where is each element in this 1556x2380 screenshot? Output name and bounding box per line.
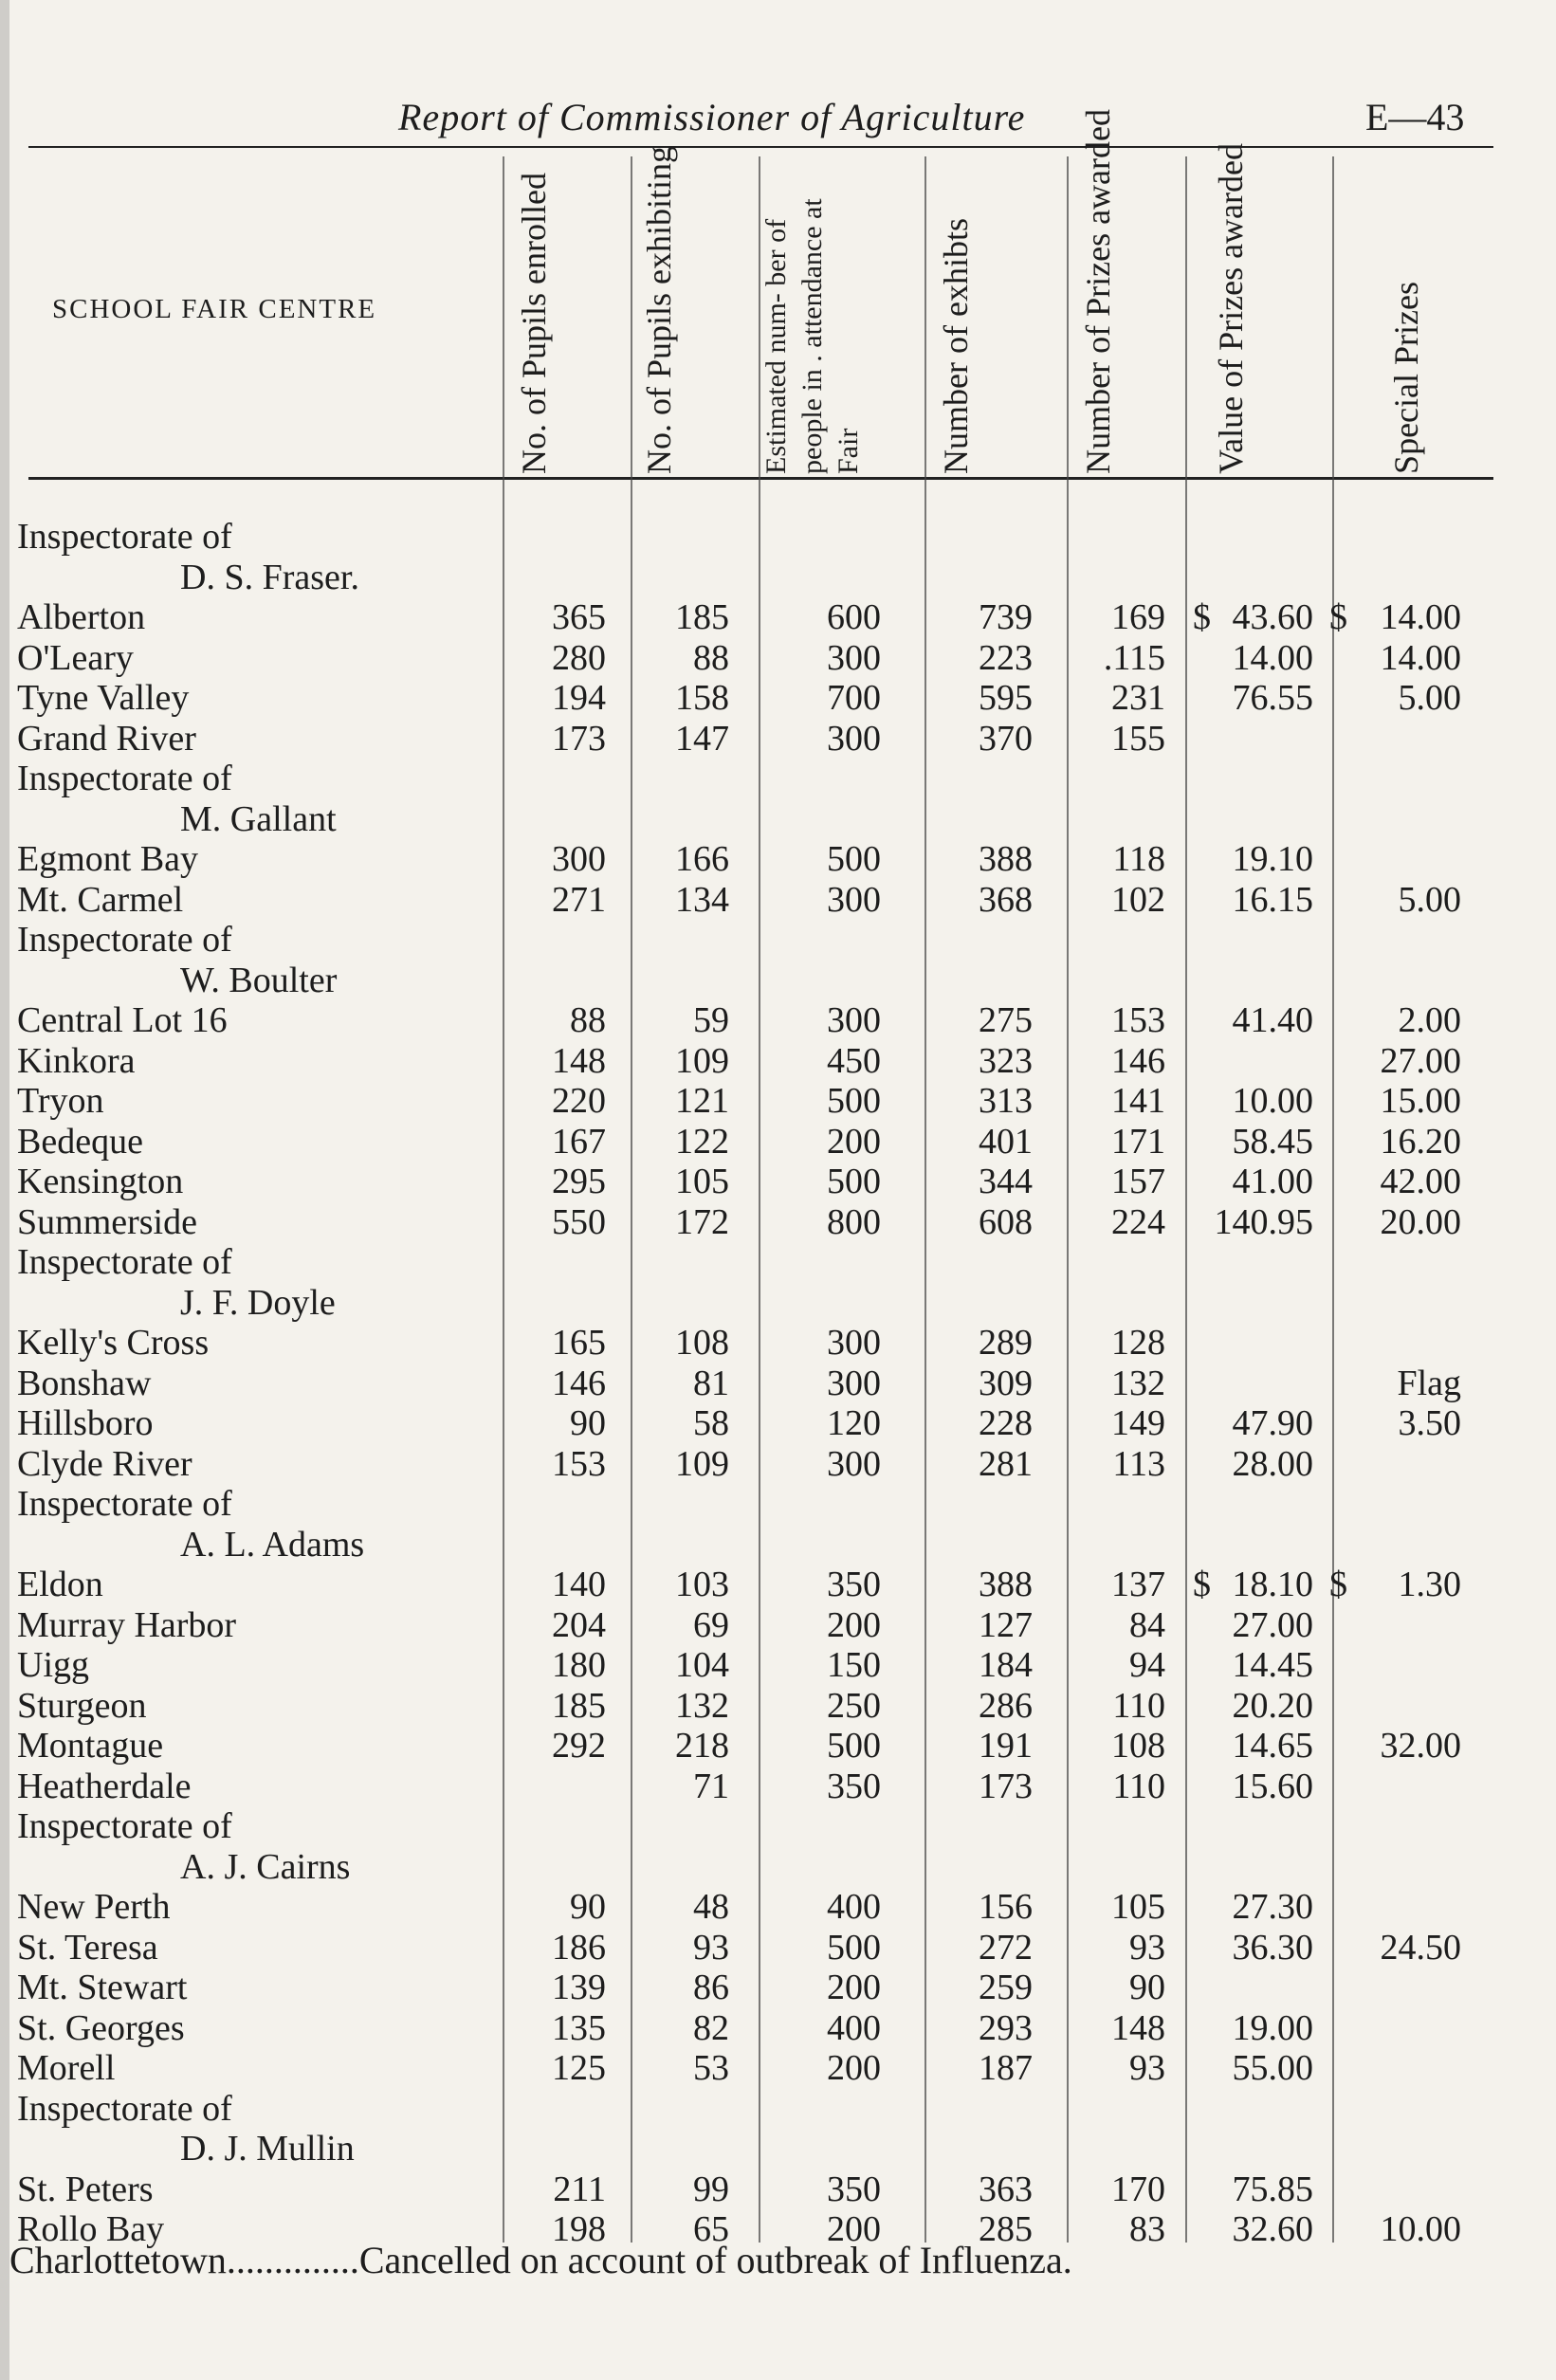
cell-enrolled: 211 bbox=[553, 2169, 606, 2209]
cell-prizes: 224 bbox=[1111, 1201, 1165, 1242]
cell-enrolled: 271 bbox=[552, 879, 606, 920]
report-title: Report of Commissioner of Agriculture bbox=[398, 96, 1026, 138]
cell-special: 27.00 bbox=[1380, 1040, 1461, 1081]
row-label: Kensington bbox=[17, 1162, 184, 1201]
row-label: W. Boulter bbox=[180, 960, 338, 1000]
cell-special: 42.00 bbox=[1380, 1162, 1461, 1201]
cell-special: 15.00 bbox=[1380, 1081, 1461, 1121]
row-label: St. Georges bbox=[17, 2007, 185, 2048]
row-label: Eldon bbox=[17, 1565, 103, 1604]
cell-attendance: 120 bbox=[827, 1403, 881, 1443]
cell-enrolled: 140 bbox=[552, 1565, 606, 1604]
table-footnote: Charlottetown..............Cancelled on account of outbreak of Influenza. bbox=[9, 2239, 1072, 2281]
cell-value: 76.55 bbox=[1232, 678, 1313, 718]
column-header-attendance: Estimated num- ber of people in . attendance at Fair bbox=[760, 198, 864, 474]
table-row bbox=[0, 1081, 1556, 1122]
table-row bbox=[0, 1928, 1556, 1968]
cell-prizes: 118 bbox=[1112, 839, 1165, 879]
currency-symbol: $ bbox=[1193, 1565, 1211, 1604]
row-label: Tyne Valley bbox=[17, 678, 190, 718]
row-label: Inspectorate of bbox=[17, 2088, 232, 2129]
inspectorate-heading bbox=[0, 2089, 1556, 2130]
cell-special: 32.00 bbox=[1380, 1726, 1461, 1766]
cell-enrolled: 295 bbox=[552, 1162, 606, 1201]
cell-prizes: 128 bbox=[1111, 1323, 1165, 1363]
cell-value: 27.00 bbox=[1232, 1604, 1313, 1645]
row-label: Kelly's Cross bbox=[17, 1323, 210, 1363]
table-row bbox=[0, 1403, 1556, 1444]
cell-exhibits: 228 bbox=[979, 1403, 1033, 1443]
cell-exhibiting: 109 bbox=[675, 1040, 729, 1081]
cell-prizes: 108 bbox=[1111, 1726, 1165, 1766]
row-label: Uigg bbox=[17, 1645, 89, 1685]
cell-attendance: 500 bbox=[827, 1927, 881, 1968]
table-row bbox=[0, 1968, 1556, 2008]
table-row bbox=[0, 1162, 1556, 1202]
cell-enrolled: 220 bbox=[552, 1081, 606, 1121]
cell-value: 41.00 bbox=[1232, 1162, 1313, 1201]
cell-exhibits: 313 bbox=[979, 1081, 1033, 1121]
row-label: Hillsboro bbox=[17, 1403, 154, 1443]
cell-exhibiting: 122 bbox=[675, 1121, 729, 1162]
cell-value: 43.60 bbox=[1232, 597, 1313, 637]
cell-prizes: 110 bbox=[1112, 1685, 1165, 1726]
table-row bbox=[0, 1887, 1556, 1928]
cell-exhibits: 401 bbox=[979, 1121, 1033, 1162]
cell-attendance: 150 bbox=[827, 1645, 881, 1685]
cell-exhibits: 388 bbox=[979, 1565, 1033, 1604]
table-row bbox=[0, 1122, 1556, 1163]
cell-prizes: 141 bbox=[1111, 1081, 1165, 1121]
cell-value: 41.40 bbox=[1232, 1000, 1313, 1040]
cell-value: 16.15 bbox=[1232, 879, 1313, 920]
cell-special: 14.00 bbox=[1380, 597, 1461, 637]
table-row bbox=[0, 678, 1556, 719]
cell-special: 5.00 bbox=[1398, 678, 1461, 718]
cell-enrolled: 180 bbox=[552, 1645, 606, 1685]
cell-exhibits: 323 bbox=[979, 1040, 1033, 1081]
column-header-exhibiting: No. of Pupils exhibiting bbox=[640, 145, 678, 474]
cell-prizes: 170 bbox=[1111, 2169, 1165, 2209]
cell-exhibiting: 105 bbox=[675, 1162, 729, 1201]
cell-attendance: 500 bbox=[827, 1162, 881, 1201]
cell-prizes: 231 bbox=[1111, 678, 1165, 718]
cell-value: 14.00 bbox=[1232, 637, 1313, 678]
inspectorate-heading bbox=[0, 1242, 1556, 1283]
cell-value: 55.00 bbox=[1232, 2048, 1313, 2088]
row-label: Sturgeon bbox=[17, 1685, 147, 1726]
column-header-prizes-number: Number of Prizes awarded bbox=[1079, 109, 1117, 474]
cell-value: 19.00 bbox=[1232, 2007, 1313, 2048]
cell-enrolled: 135 bbox=[552, 2007, 606, 2048]
cell-exhibiting: 147 bbox=[675, 718, 729, 759]
row-label: Heatherdale bbox=[17, 1766, 192, 1806]
cell-enrolled: 90 bbox=[570, 1887, 606, 1927]
cell-exhibits: 275 bbox=[979, 1000, 1033, 1040]
table-row bbox=[0, 1726, 1556, 1767]
cell-value: 10.00 bbox=[1232, 1081, 1313, 1121]
row-label: Inspectorate of bbox=[17, 1242, 232, 1282]
column-header-enrolled: No. of Pupils enrolled bbox=[515, 173, 553, 474]
cell-enrolled: 292 bbox=[552, 1726, 606, 1766]
row-label: Inspectorate of bbox=[17, 1806, 232, 1846]
row-label: Montague bbox=[17, 1726, 164, 1766]
row-label: Bedeque bbox=[17, 1121, 143, 1162]
cell-enrolled: 148 bbox=[552, 1040, 606, 1081]
cell-exhibits: 223 bbox=[979, 637, 1033, 678]
cell-value: 27.30 bbox=[1232, 1887, 1313, 1927]
table-row bbox=[0, 1767, 1556, 1807]
currency-symbol: $ bbox=[1193, 597, 1211, 637]
cell-value: 14.45 bbox=[1232, 1645, 1313, 1685]
cell-attendance: 400 bbox=[827, 2007, 881, 2048]
table-body bbox=[0, 517, 1556, 2250]
cell-exhibiting: 172 bbox=[675, 1201, 729, 1242]
cell-prizes: 155 bbox=[1111, 718, 1165, 759]
cell-exhibits: 184 bbox=[979, 1645, 1033, 1685]
row-label: A. J. Cairns bbox=[180, 1846, 351, 1887]
cell-value: 140.95 bbox=[1214, 1201, 1313, 1242]
cell-attendance: 500 bbox=[827, 1081, 881, 1121]
cell-attendance: 300 bbox=[827, 1443, 881, 1484]
cell-attendance: 200 bbox=[827, 2209, 881, 2249]
cell-exhibiting: 185 bbox=[675, 597, 729, 637]
row-label: Summerside bbox=[17, 1201, 197, 1242]
row-label: Kinkora bbox=[17, 1040, 136, 1081]
cell-enrolled: 280 bbox=[552, 637, 606, 678]
row-label: Inspectorate of bbox=[17, 517, 232, 557]
row-label: Central Lot 16 bbox=[17, 1000, 228, 1040]
table-row bbox=[0, 880, 1556, 921]
cell-attendance: 400 bbox=[827, 1887, 881, 1927]
cell-attendance: 300 bbox=[827, 637, 881, 678]
row-label: Inspectorate of bbox=[17, 920, 232, 960]
cell-exhibits: 739 bbox=[979, 597, 1033, 637]
cell-exhibits: 309 bbox=[979, 1363, 1033, 1403]
cell-attendance: 200 bbox=[827, 2048, 881, 2088]
cell-exhibits: 272 bbox=[979, 1927, 1033, 1968]
row-label: Clyde River bbox=[17, 1443, 192, 1484]
cell-exhibits: 191 bbox=[979, 1726, 1033, 1766]
inspectorate-heading bbox=[0, 1484, 1556, 1525]
cell-attendance: 200 bbox=[827, 1604, 881, 1645]
cell-value: 75.85 bbox=[1232, 2169, 1313, 2209]
column-header-rule bbox=[28, 477, 1493, 480]
row-label: J. F. Doyle bbox=[180, 1282, 336, 1323]
inspectorate-heading bbox=[0, 759, 1556, 799]
row-label: D. J. Mullin bbox=[180, 2129, 355, 2169]
cell-value: 28.00 bbox=[1232, 1443, 1313, 1484]
row-label: Murray Harbor bbox=[17, 1604, 237, 1645]
cell-enrolled: 365 bbox=[552, 597, 606, 637]
row-label: Alberton bbox=[17, 597, 146, 637]
cell-prizes: 84 bbox=[1129, 1604, 1165, 1645]
row-label: Rollo Bay bbox=[17, 2209, 165, 2249]
cell-exhibiting: 81 bbox=[693, 1363, 729, 1403]
cell-exhibiting: 86 bbox=[693, 1968, 729, 2007]
cell-attendance: 500 bbox=[827, 839, 881, 879]
cell-value: 14.65 bbox=[1232, 1726, 1313, 1766]
column-header-exhibits: Number of exhibts bbox=[937, 218, 975, 474]
table-row bbox=[0, 2048, 1556, 2089]
cell-prizes: 94 bbox=[1129, 1645, 1165, 1685]
cell-special: Flag bbox=[1397, 1363, 1461, 1403]
cell-exhibits: 289 bbox=[979, 1323, 1033, 1363]
header-rule bbox=[28, 146, 1493, 148]
cell-attendance: 200 bbox=[827, 1968, 881, 2007]
cell-attendance: 600 bbox=[827, 597, 881, 637]
row-label: Mt. Carmel bbox=[17, 879, 184, 920]
cell-prizes: 93 bbox=[1129, 2048, 1165, 2088]
row-label: Mt. Stewart bbox=[17, 1968, 188, 2007]
cell-enrolled: 153 bbox=[552, 1443, 606, 1484]
cell-attendance: 300 bbox=[827, 1363, 881, 1403]
inspectorate-heading bbox=[0, 517, 1556, 558]
cell-attendance: 300 bbox=[827, 1323, 881, 1363]
cell-exhibiting: 69 bbox=[693, 1604, 729, 1645]
row-label: St. Teresa bbox=[17, 1927, 158, 1968]
cell-prizes: 113 bbox=[1112, 1443, 1165, 1484]
row-label: Tryon bbox=[17, 1081, 104, 1121]
inspector-name bbox=[0, 1847, 1556, 1888]
cell-attendance: 800 bbox=[827, 1201, 881, 1242]
cell-exhibits: 595 bbox=[979, 678, 1033, 718]
cell-exhibits: 259 bbox=[979, 1968, 1033, 2007]
cell-exhibiting: 166 bbox=[675, 839, 729, 879]
cell-attendance: 350 bbox=[827, 1766, 881, 1806]
cell-enrolled: 125 bbox=[552, 2048, 606, 2088]
cell-enrolled: 204 bbox=[552, 1604, 606, 1645]
cell-exhibiting: 134 bbox=[675, 879, 729, 920]
cell-prizes: 171 bbox=[1111, 1121, 1165, 1162]
table-row bbox=[0, 597, 1556, 638]
inspectorate-heading bbox=[0, 920, 1556, 961]
cell-value: 20.20 bbox=[1232, 1685, 1313, 1726]
cell-special: 24.50 bbox=[1380, 1927, 1461, 1968]
cell-exhibiting: 58 bbox=[693, 1403, 729, 1443]
column-header-prizes-value: Value of Prizes awarded bbox=[1212, 143, 1250, 474]
cell-special: 3.50 bbox=[1398, 1403, 1461, 1443]
row-label: Inspectorate of bbox=[17, 1484, 232, 1524]
cell-prizes: 153 bbox=[1111, 1000, 1165, 1040]
cell-enrolled: 173 bbox=[552, 718, 606, 759]
cell-prizes: 110 bbox=[1112, 1766, 1165, 1806]
cell-special: 10.00 bbox=[1380, 2209, 1461, 2249]
cell-exhibiting: 103 bbox=[675, 1565, 729, 1604]
page-number: E—43 bbox=[1365, 96, 1465, 138]
cell-prizes: 169 bbox=[1111, 597, 1165, 637]
cell-prizes: 105 bbox=[1111, 1887, 1165, 1927]
table-row bbox=[0, 1645, 1556, 1686]
table-row bbox=[0, 1364, 1556, 1404]
cell-exhibiting: 93 bbox=[693, 1927, 729, 1968]
cell-value: 58.45 bbox=[1232, 1121, 1313, 1162]
cell-attendance: 300 bbox=[827, 879, 881, 920]
cell-attendance: 300 bbox=[827, 1000, 881, 1040]
cell-exhibiting: 59 bbox=[693, 1000, 729, 1040]
cell-value: 15.60 bbox=[1232, 1766, 1313, 1806]
table-row bbox=[0, 1444, 1556, 1485]
currency-symbol: $ bbox=[1329, 597, 1347, 637]
cell-prizes: 149 bbox=[1111, 1403, 1165, 1443]
cell-attendance: 500 bbox=[827, 1726, 881, 1766]
cell-value: 32.60 bbox=[1232, 2209, 1313, 2249]
cell-exhibits: 344 bbox=[979, 1162, 1033, 1201]
cell-enrolled: 198 bbox=[552, 2209, 606, 2249]
cell-prizes: 137 bbox=[1111, 1565, 1165, 1604]
cell-enrolled: 185 bbox=[552, 1685, 606, 1726]
column-header-special: Special Prizes bbox=[1387, 282, 1425, 474]
cell-exhibiting: 71 bbox=[693, 1766, 729, 1806]
table-row bbox=[0, 1323, 1556, 1364]
row-label: Bonshaw bbox=[17, 1363, 152, 1403]
cell-attendance: 300 bbox=[827, 718, 881, 759]
cell-attendance: 700 bbox=[827, 678, 881, 718]
row-label: New Perth bbox=[17, 1887, 171, 1927]
cell-prizes: 157 bbox=[1111, 1162, 1165, 1201]
cell-prizes: 132 bbox=[1111, 1363, 1165, 1403]
inspector-name bbox=[0, 1283, 1556, 1324]
cell-exhibiting: 108 bbox=[675, 1323, 729, 1363]
table-row bbox=[0, 839, 1556, 880]
cell-exhibits: 187 bbox=[979, 2048, 1033, 2088]
cell-attendance: 200 bbox=[827, 1121, 881, 1162]
inspector-name bbox=[0, 1525, 1556, 1565]
cell-prizes: 102 bbox=[1111, 879, 1165, 920]
cell-exhibiting: 158 bbox=[675, 678, 729, 718]
table-row bbox=[0, 1000, 1556, 1041]
cell-prizes: .115 bbox=[1103, 637, 1165, 678]
cell-enrolled: 186 bbox=[552, 1927, 606, 1968]
cell-enrolled: 90 bbox=[570, 1403, 606, 1443]
cell-special: 5.00 bbox=[1398, 879, 1461, 920]
cell-enrolled: 194 bbox=[552, 678, 606, 718]
cell-exhibiting: 65 bbox=[693, 2209, 729, 2249]
cell-enrolled: 165 bbox=[552, 1323, 606, 1363]
cell-special: 1.30 bbox=[1398, 1565, 1461, 1604]
table-row bbox=[0, 1605, 1556, 1646]
cell-prizes: 93 bbox=[1129, 1927, 1165, 1968]
cell-special: 14.00 bbox=[1380, 637, 1461, 678]
cell-exhibits: 173 bbox=[979, 1766, 1033, 1806]
cell-prizes: 146 bbox=[1111, 1040, 1165, 1081]
currency-symbol: $ bbox=[1329, 1565, 1347, 1604]
cell-value: 47.90 bbox=[1232, 1403, 1313, 1443]
inspector-name bbox=[0, 2129, 1556, 2169]
cell-exhibiting: 48 bbox=[693, 1887, 729, 1927]
cell-special: 2.00 bbox=[1398, 1000, 1461, 1040]
cell-exhibits: 608 bbox=[979, 1201, 1033, 1242]
cell-exhibiting: 88 bbox=[693, 637, 729, 678]
cell-prizes: 83 bbox=[1129, 2209, 1165, 2249]
row-label: D. S. Fraser. bbox=[180, 557, 359, 597]
cell-exhibits: 293 bbox=[979, 2007, 1033, 2048]
row-label: Morell bbox=[17, 2048, 116, 2088]
cell-prizes: 90 bbox=[1129, 1968, 1165, 2007]
cell-exhibits: 363 bbox=[979, 2169, 1033, 2209]
table-row bbox=[0, 1041, 1556, 1082]
cell-attendance: 350 bbox=[827, 2169, 881, 2209]
cell-special: 16.20 bbox=[1380, 1121, 1461, 1162]
row-label: Inspectorate of bbox=[17, 759, 232, 798]
cell-value: 19.10 bbox=[1232, 839, 1313, 879]
cell-exhibits: 368 bbox=[979, 879, 1033, 920]
row-label: Grand River bbox=[17, 718, 196, 759]
cell-attendance: 350 bbox=[827, 1565, 881, 1604]
table-row bbox=[0, 2008, 1556, 2049]
cell-value: 18.10 bbox=[1232, 1565, 1313, 1604]
cell-exhibits: 281 bbox=[979, 1443, 1033, 1484]
row-label: O'Leary bbox=[17, 637, 134, 678]
cell-exhibiting: 53 bbox=[693, 2048, 729, 2088]
inspector-name bbox=[0, 799, 1556, 840]
cell-attendance: 250 bbox=[827, 1685, 881, 1726]
table-row bbox=[0, 719, 1556, 760]
page-header bbox=[0, 95, 1556, 142]
cell-exhibiting: 218 bbox=[675, 1726, 729, 1766]
cell-exhibiting: 82 bbox=[693, 2007, 729, 2048]
cell-exhibiting: 109 bbox=[675, 1443, 729, 1484]
column-header-centre: SCHOOL FAIR CENTRE bbox=[52, 294, 377, 324]
cell-exhibiting: 121 bbox=[675, 1081, 729, 1121]
cell-exhibits: 388 bbox=[979, 839, 1033, 879]
row-label: Egmont Bay bbox=[17, 839, 199, 879]
cell-special: 20.00 bbox=[1380, 1201, 1461, 1242]
inspectorate-heading bbox=[0, 1806, 1556, 1847]
cell-enrolled: 300 bbox=[552, 839, 606, 879]
table-row bbox=[0, 638, 1556, 679]
cell-enrolled: 167 bbox=[552, 1121, 606, 1162]
inspector-name bbox=[0, 558, 1556, 598]
row-label: St. Peters bbox=[17, 2169, 154, 2209]
row-label: A. L. Adams bbox=[180, 1524, 365, 1565]
cell-exhibiting: 99 bbox=[693, 2169, 729, 2209]
cell-exhibits: 370 bbox=[979, 718, 1033, 759]
cell-exhibits: 285 bbox=[979, 2209, 1033, 2249]
cell-exhibiting: 104 bbox=[675, 1645, 729, 1685]
cell-exhibits: 156 bbox=[979, 1887, 1033, 1927]
table-row bbox=[0, 1686, 1556, 1727]
cell-exhibits: 286 bbox=[979, 1685, 1033, 1726]
cell-value: 36.30 bbox=[1232, 1927, 1313, 1968]
cell-exhibits: 127 bbox=[979, 1604, 1033, 1645]
inspector-name bbox=[0, 961, 1556, 1001]
cell-enrolled: 550 bbox=[552, 1201, 606, 1242]
cell-enrolled: 88 bbox=[570, 1000, 606, 1040]
cell-enrolled: 146 bbox=[552, 1363, 606, 1403]
cell-attendance: 450 bbox=[827, 1040, 881, 1081]
cell-prizes: 148 bbox=[1111, 2007, 1165, 2048]
cell-enrolled: 139 bbox=[552, 1968, 606, 2007]
table-row bbox=[0, 1202, 1556, 1243]
table-row bbox=[0, 1565, 1556, 1605]
cell-exhibiting: 132 bbox=[675, 1685, 729, 1726]
table-row bbox=[0, 2169, 1556, 2210]
row-label: M. Gallant bbox=[180, 798, 337, 839]
